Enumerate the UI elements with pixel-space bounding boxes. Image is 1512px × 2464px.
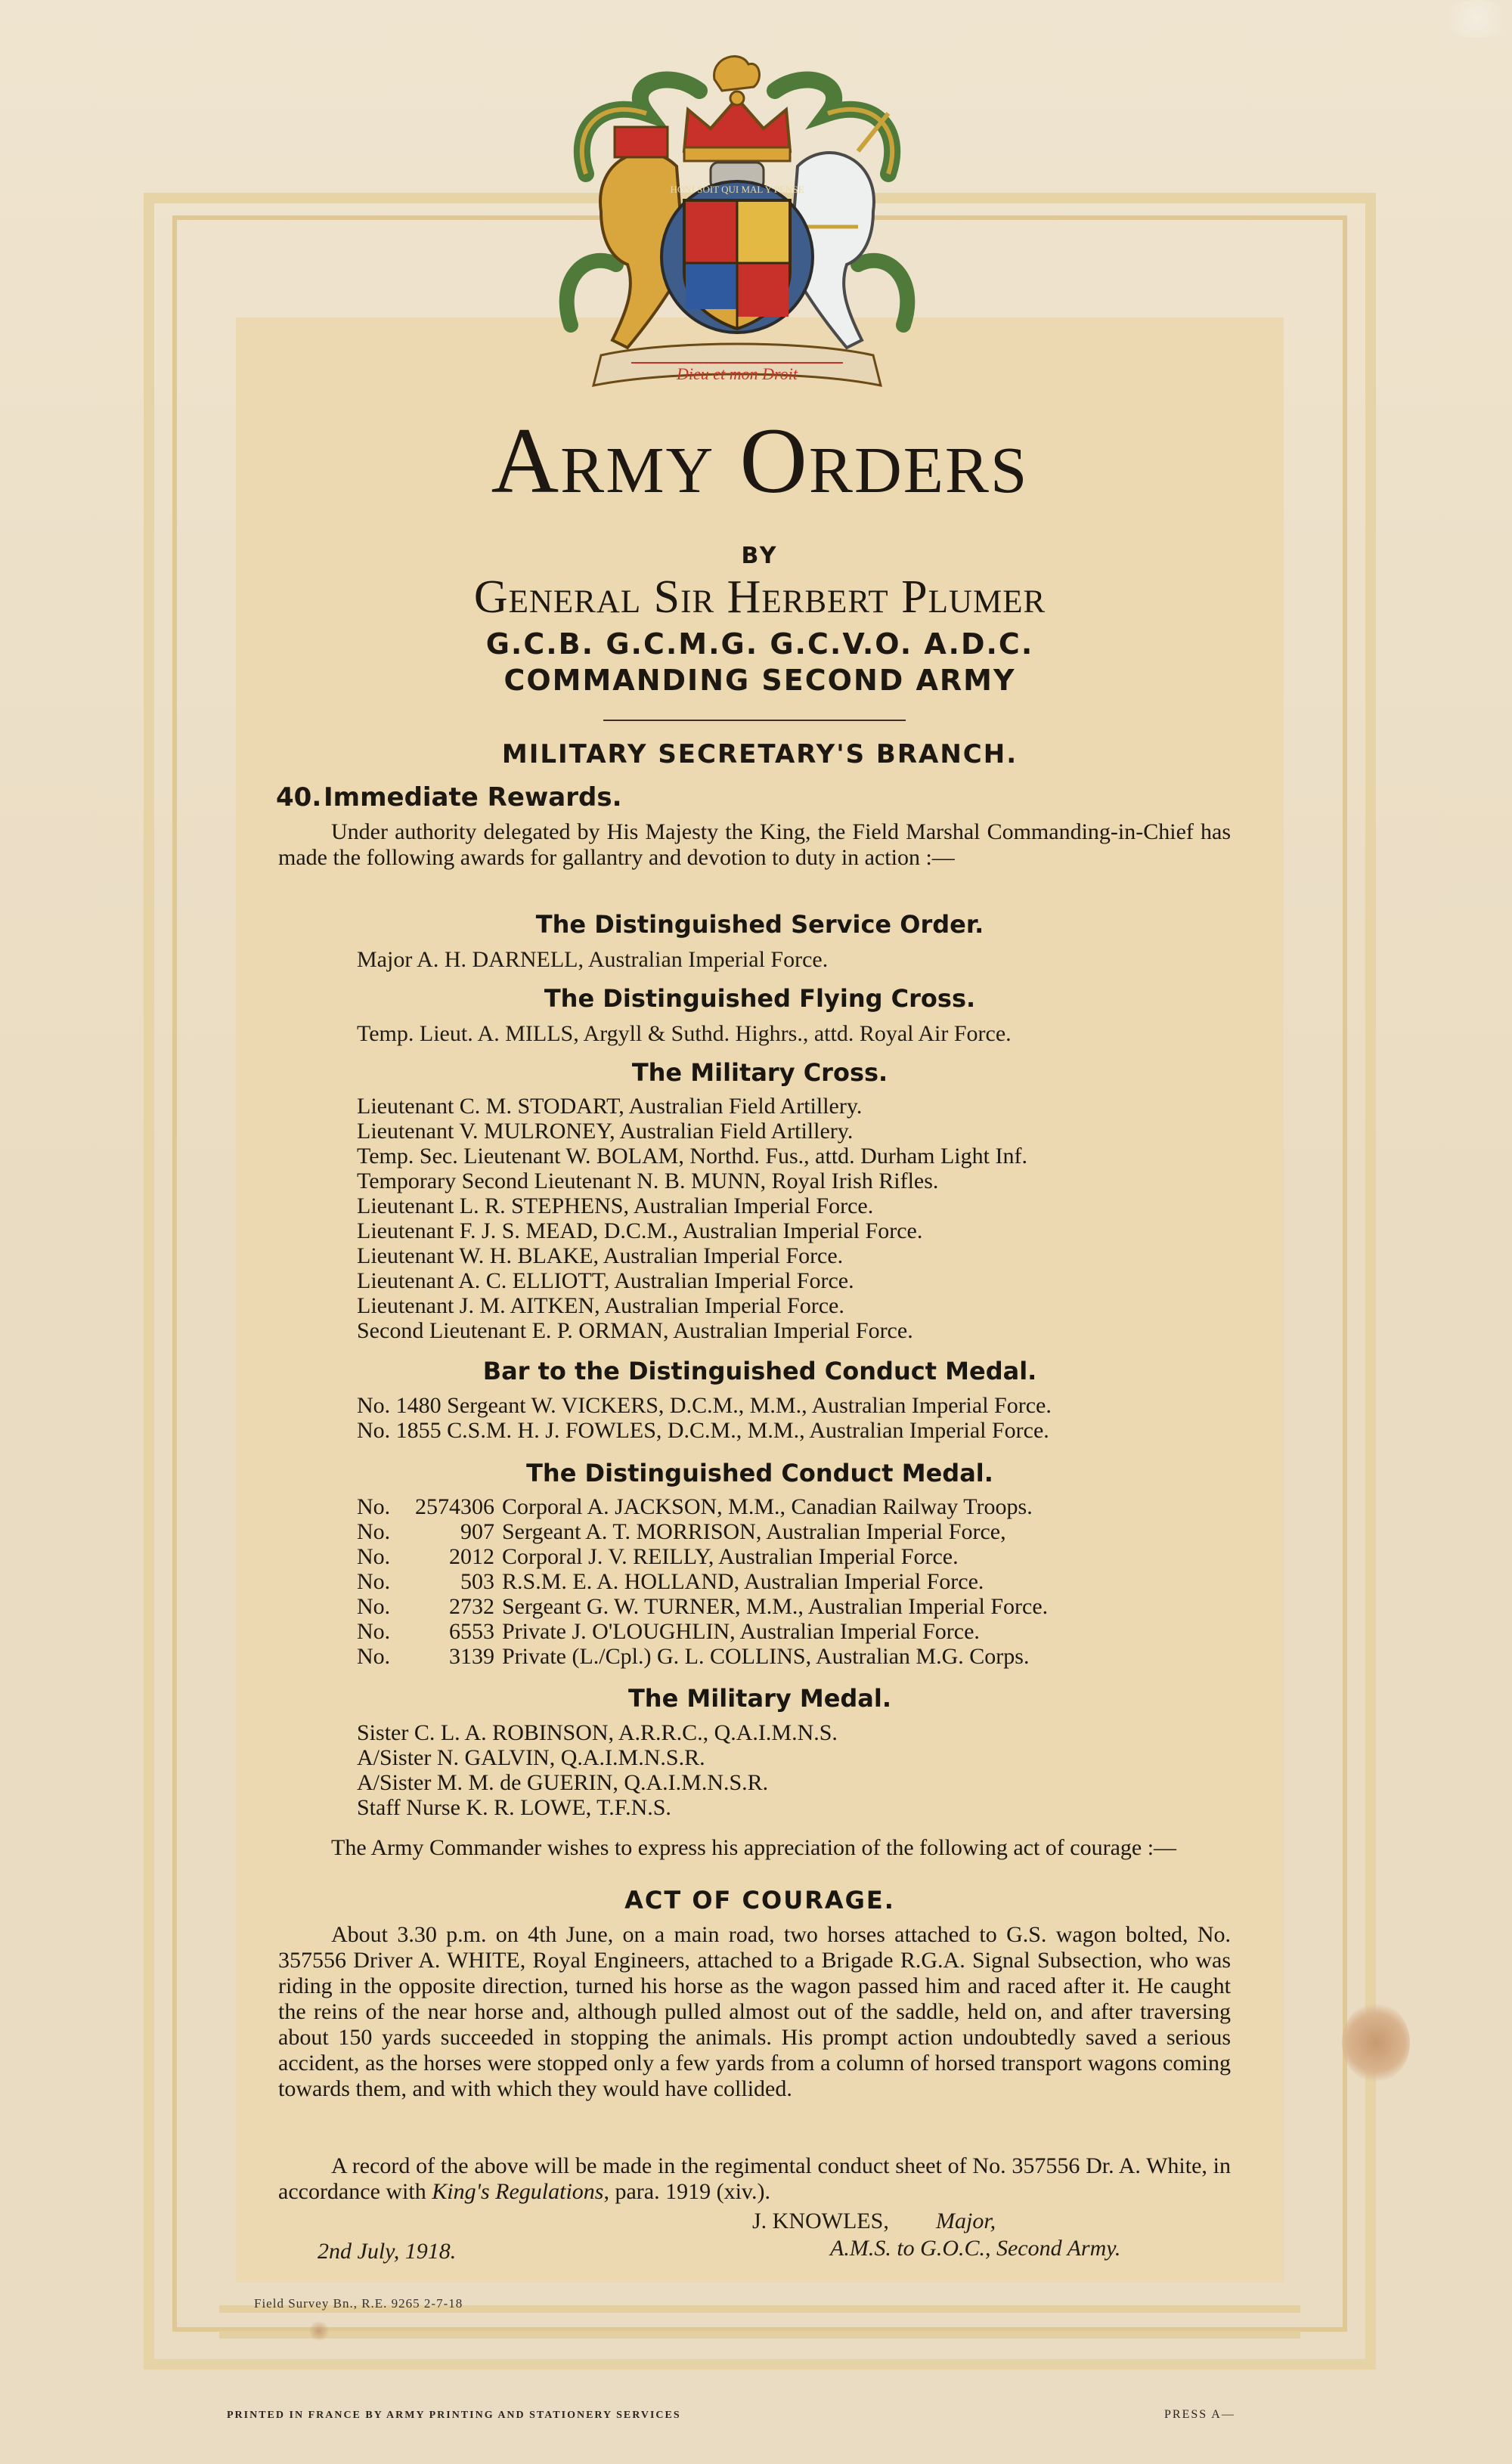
order-date: 2nd July, 1918. xyxy=(318,2239,457,2264)
dcm-service-number: 2012 xyxy=(449,1544,494,1569)
dcm-recipient: Private J. O'LOUGHLIN, Australian Imperial Force. xyxy=(502,1619,980,1644)
bar-dcm-heading: Bar to the Distinguished Conduct Medal. xyxy=(482,1357,1037,1385)
dcm-service-number: 6553 xyxy=(449,1619,494,1644)
appreciation-text: The Army Commander wishes to express his appreciation of the following act of courage :— xyxy=(331,1835,1177,1860)
list-item: Lieutenant C. M. STODART, Australian Field Artillery. xyxy=(357,1094,863,1119)
courage-record xyxy=(278,2153,1231,2205)
order-intro: Under authority delegated by His Majesty the King, the Field Marshal Commanding-in-Chief has made the following awards for gallantry and devotion to duty in action :— xyxy=(278,819,1231,870)
dcm-service-number: 2732 xyxy=(449,1594,494,1619)
list-item xyxy=(357,1619,1048,1644)
dcm-service-number: 3139 xyxy=(449,1644,494,1669)
record-reference: King's Regulations xyxy=(432,2179,604,2204)
signature-post: A.M.S. to G.O.C., Second Army. xyxy=(830,2236,1121,2261)
dcm-recipient: Corporal J. V. REILLY, Australian Imperial Force. xyxy=(502,1544,959,1569)
dcm-heading: The Distinguished Conduct Medal. xyxy=(526,1459,993,1487)
printer-credit: PRINTED IN FRANCE BY ARMY PRINTING AND STATIONERY SERVICES xyxy=(227,2410,681,2421)
list-item: Temporary Second Lieutenant N. B. MUNN, Royal Irish Rifles. xyxy=(357,1169,939,1193)
title-by: BY xyxy=(741,543,779,569)
dcm-recipient: Sergeant A. T. MORRISON, Australian Imperial Force, xyxy=(502,1519,1006,1544)
printer-imprint: Field Survey Bn., R.E. 9265 2-7-18 xyxy=(254,2296,463,2311)
stain-top-right xyxy=(1440,0,1512,38)
list-item: Lieutenant W. H. BLAKE, Australian Imperial Force. xyxy=(357,1243,844,1268)
dcm-no-label: No. xyxy=(357,1544,391,1569)
record-suffix: , para. 1919 (xiv.). xyxy=(603,2179,770,2204)
list-item: No. 1480 Sergeant W. VICKERS, D.C.M., M.M., Australian Imperial Force. xyxy=(357,1393,1052,1418)
mc-list xyxy=(357,1094,1027,1343)
signature-rank: Major, xyxy=(936,2209,996,2233)
command-line: COMMANDING SECOND ARMY xyxy=(503,664,1016,697)
press-mark: PRESS A— xyxy=(1164,2408,1235,2421)
page-title: Army Orders xyxy=(491,409,1029,512)
bar-dcm-list xyxy=(357,1393,1052,1443)
dcm-recipient: Sergeant G. W. TURNER, M.M., Australian Imperial Force. xyxy=(502,1594,1049,1619)
list-item: Staff Nurse K. R. LOWE, T.F.N.S. xyxy=(357,1795,671,1820)
dcm-recipient: Private (L./Cpl.) G. L. COLLINS, Australian M.G. Corps. xyxy=(502,1644,1030,1669)
list-item: A/Sister M. M. de GUERIN, Q.A.I.M.N.S.R. xyxy=(357,1770,769,1795)
courage-heading: ACT OF COURAGE. xyxy=(624,1886,895,1915)
title-divider xyxy=(603,720,906,721)
courage-body: About 3.30 p.m. on 4th June, on a main road, two horses attached to G.S. wagon bolted, No. 357556 Driver A. WHITE, Royal Engineers, attached to a Brigade R.G.A. Signal Subsection, who was riding in the opposite direction, turned his horse as the wagon passed him and raced after it. He caught the reins of the near horse and, although pulled almost out of the saddle, held on, and after traversing about 150 yards succeeded in stopping the animals. His prompt action undoubtedly saved a serious accident, as the horses were stopped only a few yards from a column of horsed transport wagons coming towards them, and with which they would have collided. xyxy=(278,1922,1231,2101)
list-item xyxy=(357,1644,1048,1669)
dfc-heading: The Distinguished Flying Cross. xyxy=(544,984,976,1013)
list-item: Lieutenant V. MULRONEY, Australian Field Artillery. xyxy=(357,1119,854,1144)
branch-heading: MILITARY SECRETARY'S BRANCH. xyxy=(501,739,1018,769)
dcm-recipient: Corporal A. JACKSON, M.M., Canadian Railway Troops. xyxy=(502,1494,1033,1519)
dso-heading: The Distinguished Service Order. xyxy=(535,910,984,939)
list-item xyxy=(357,1519,1048,1544)
list-item xyxy=(357,1544,1048,1569)
mm-list xyxy=(357,1720,838,1820)
dcm-recipient: R.S.M. E. A. HOLLAND, Australian Imperial Force. xyxy=(502,1569,984,1594)
dcm-no-label: No. xyxy=(357,1594,391,1619)
mm-heading: The Military Medal. xyxy=(627,1684,892,1713)
list-item: Second Lieutenant E. P. ORMAN, Australian Imperial Force. xyxy=(357,1318,913,1343)
stain-bottom-left xyxy=(310,2320,328,2342)
order-title: Immediate Rewards. xyxy=(324,782,622,813)
list-item: No. 1855 C.S.M. H. J. FOWLES, D.C.M., M.M., Australian Imperial Force. xyxy=(357,1418,1049,1443)
list-item xyxy=(357,1569,1048,1594)
dcm-list xyxy=(357,1494,1048,1669)
list-item: A/Sister N. GALVIN, Q.A.I.M.N.S.R. xyxy=(357,1745,705,1770)
dcm-no-label: No. xyxy=(357,1494,391,1519)
dso-entry: Major A. H. DARNELL, Australian Imperial Force. xyxy=(357,947,829,972)
motto-scroll: Dieu et mon Droit xyxy=(677,364,798,383)
royal-coat-of-arms xyxy=(556,38,919,408)
commander-name: General Sir Herbert Plumer xyxy=(473,571,1046,623)
dcm-service-number: 2574306 xyxy=(415,1494,494,1519)
dcm-no-label: No. xyxy=(357,1519,391,1544)
svg-text:HONI SOIT QUI MAL Y PENSE: HONI SOIT QUI MAL Y PENSE xyxy=(670,184,804,195)
stain-right xyxy=(1342,2003,1410,2082)
list-item xyxy=(357,1594,1048,1619)
list-item xyxy=(357,1494,1048,1519)
order-number: 40. xyxy=(276,782,322,813)
mc-heading: The Military Cross. xyxy=(631,1058,888,1087)
record-text: A record of the above will be made in the regimental conduct sheet of No. 357556 Dr. A. White, in accordance with xyxy=(278,2153,1231,2204)
dcm-service-number: 503 xyxy=(460,1569,494,1594)
list-item: Lieutenant J. M. AITKEN, Australian Imperial Force. xyxy=(357,1293,844,1318)
signature-name: J. KNOWLES, xyxy=(752,2209,889,2233)
list-item: Lieutenant F. J. S. MEAD, D.C.M., Australian Imperial Force. xyxy=(357,1218,923,1243)
dfc-entry: Temp. Lieut. A. MILLS, Argyll & Suthd. Highrs., attd. Royal Air Force. xyxy=(357,1021,1012,1046)
dcm-no-label: No. xyxy=(357,1569,391,1594)
dcm-service-number: 907 xyxy=(460,1519,494,1544)
list-item: Lieutenant A. C. ELLIOTT, Australian Imperial Force. xyxy=(357,1268,854,1293)
dcm-no-label: No. xyxy=(357,1619,391,1644)
list-item: Sister C. L. A. ROBINSON, A.R.R.C., Q.A.I.M.N.S. xyxy=(357,1720,838,1745)
commander-honours: G.C.B. G.C.M.G. G.C.V.O. A.D.C. xyxy=(485,627,1034,661)
list-item: Lieutenant L. R. STEPHENS, Australian Imperial Force. xyxy=(357,1193,874,1218)
list-item: Temp. Sec. Lieutenant W. BOLAM, Northd. Fus., attd. Durham Light Inf. xyxy=(357,1144,1027,1169)
dcm-no-label: No. xyxy=(357,1644,391,1669)
